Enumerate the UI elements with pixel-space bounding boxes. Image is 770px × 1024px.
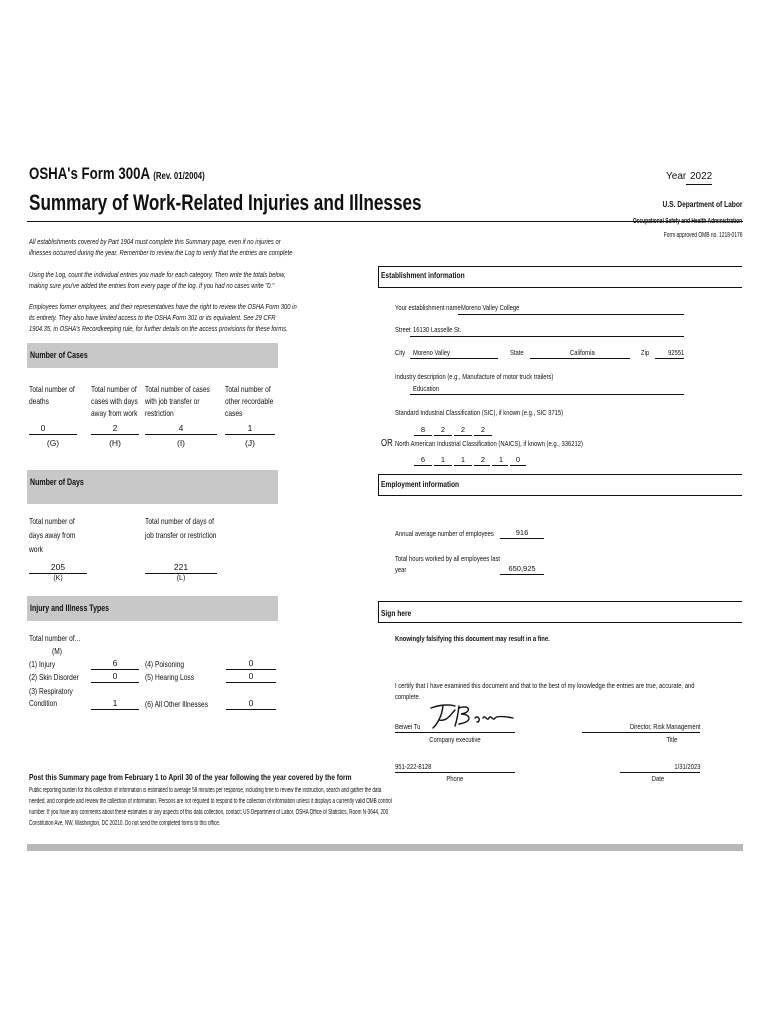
deaths-label: Total number of deaths <box>29 384 75 406</box>
days-transfer-value[interactable]: 221 <box>173 562 189 572</box>
total-hours-value[interactable]: 650,925 <box>508 564 536 573</box>
employment-heading: Employment information <box>381 479 460 489</box>
title-value[interactable]: Director, Risk Management <box>629 722 700 731</box>
form-revision: (Rev. 01/2004) <box>153 171 205 182</box>
executive-caption: Company executive <box>429 735 481 744</box>
deaths-value[interactable]: 0 <box>40 423 46 433</box>
hearing-value[interactable]: 0 <box>248 671 254 681</box>
other-illness-label: (6) All Other Illnesses <box>145 699 209 709</box>
skin-value[interactable]: 0 <box>112 671 118 681</box>
form-subtitle: Summary of Work-Related Injuries and Illnesses <box>29 190 422 215</box>
intro-paragraph-1: All establishments covered by Part 1904 must complete this Summary page, even if no injuries or illnesses occurred during the year. Remember to review the Log to verify that the entries are complete <box>29 237 293 257</box>
cases-header-bar <box>27 343 278 368</box>
executive-name[interactable]: Beiwei Tu <box>395 722 421 731</box>
days-heading: Number of Days <box>30 477 84 487</box>
hearing-label: (5) Hearing Loss <box>145 672 195 682</box>
naics-digit[interactable]: 6 <box>420 455 426 464</box>
transfer-cases-value[interactable]: 4 <box>178 423 184 433</box>
total-hours-label: Total hours worked by all employees last year <box>395 554 501 574</box>
intro-paragraph-3: Employees former employees, and their representatives have the right to review the OSHA Form 300 in its entirety. They also have limited access to the OSHA Form 301 or its equivalent. See 29 CFR 1904.35, in OSHA's Recordkeeping rule, for further details on the access provisions for these forms. <box>29 302 297 333</box>
naics-digit[interactable]: 0 <box>515 455 521 464</box>
away-cases-label: Total number of cases with days away from work <box>91 384 138 418</box>
deaths-code: (G) <box>46 438 60 448</box>
sic-digit[interactable]: 2 <box>480 425 486 434</box>
other-cases-value[interactable]: 1 <box>247 423 253 433</box>
executive-signature <box>425 700 515 730</box>
days-transfer-label: Total number of days of job transfer or restriction <box>145 516 217 540</box>
poisoning-value[interactable]: 0 <box>248 658 254 668</box>
street-label: Street <box>395 325 411 334</box>
form-title <box>29 164 254 184</box>
away-cases-value[interactable]: 2 <box>112 423 118 433</box>
establishment-heading: Establishment information <box>381 270 465 280</box>
types-total-label: Total number of... <box>29 633 81 643</box>
establishment-name-label: Your establishment name <box>395 303 461 312</box>
dept-label: U.S. Department of Labor <box>662 199 742 209</box>
days-away-label: Total number of days away from work <box>29 516 76 554</box>
city-value[interactable]: Moreno Valley <box>413 348 450 357</box>
other-illness-value[interactable]: 0 <box>248 698 254 708</box>
avg-employees-value[interactable]: 916 <box>515 528 529 537</box>
omb-number: Form approved OMB no. 1218-0176 <box>663 232 742 239</box>
skin-label: (2) Skin Disorder <box>29 672 79 682</box>
form-title-text: OSHA's Form 300A <box>29 164 150 183</box>
state-value[interactable]: California <box>570 348 595 357</box>
title-caption: Title <box>666 735 678 744</box>
respiratory-value[interactable]: 1 <box>112 698 118 708</box>
sic-digit[interactable]: 2 <box>460 425 466 434</box>
naics-digit[interactable]: 2 <box>480 455 486 464</box>
types-header-bar <box>27 596 278 621</box>
other-cases-label: Total number of other recordable cases <box>225 384 274 418</box>
zip-value[interactable]: 92551 <box>668 348 685 357</box>
state-label: State <box>510 348 524 357</box>
avg-employees-label: Annual average number of employees <box>395 529 494 538</box>
date-value[interactable]: 1/31/2023 <box>673 762 700 771</box>
types-total-code: (M) <box>52 646 62 656</box>
city-label: City <box>395 348 406 357</box>
falsify-warning: Knowingly falsifying this document may result in a fine. <box>395 634 550 643</box>
post-heading: Post this Summary page from February 1 to April 30 of the year following the year covered by the form <box>29 772 352 782</box>
year-value[interactable]: 2022 <box>690 171 713 182</box>
zip-label: Zip <box>641 348 650 357</box>
naics-digit[interactable]: 1 <box>440 455 446 464</box>
or-label: OR <box>381 438 393 449</box>
injury-value[interactable]: 6 <box>112 658 118 668</box>
industry-value[interactable]: Education <box>413 384 440 393</box>
footer-bar <box>27 844 743 851</box>
types-heading: Injury and Illness Types <box>30 603 110 613</box>
certify-statement: I certify that I have examined this document and that to the best of my knowledge the entries are true, accurate, and complete. <box>395 681 695 701</box>
establishment-name-value[interactable]: Moreno Valley College <box>461 303 520 312</box>
year-label: Year <box>666 171 687 182</box>
days-transfer-code: (L) <box>176 575 186 582</box>
sign-heading: Sign here <box>381 608 412 618</box>
sic-digit[interactable]: 2 <box>440 425 446 434</box>
industry-label: Industry description (e.g., Manufacture of motor truck trailers) <box>395 372 554 381</box>
cases-heading: Number of Cases <box>30 350 88 360</box>
poisoning-label: (4) Poisoning <box>145 659 185 669</box>
naics-digit[interactable]: 1 <box>498 455 504 464</box>
agency-label: Occupational Safety and Health Administration <box>632 218 742 225</box>
phone-caption: Phone <box>446 774 464 783</box>
transfer-cases-code: (I) <box>176 438 186 448</box>
phone-value[interactable]: 951-222-8128 <box>395 762 432 771</box>
transfer-cases-label: Total number of cases with job transfer or restriction <box>145 384 210 418</box>
date-caption: Date <box>651 774 665 783</box>
other-cases-code: (J) <box>245 438 255 448</box>
street-value[interactable]: 16130 Lasselle St. <box>413 325 462 334</box>
naics-label: North American Industrial Classification (NAICS), if known (e.g., 336212) <box>395 439 583 448</box>
away-cases-code: (H) <box>109 438 121 448</box>
respiratory-label: (3) Respiratory Condition <box>29 686 73 708</box>
days-header-bar <box>27 470 278 504</box>
naics-digit[interactable]: 1 <box>460 455 466 464</box>
burden-statement: Public reporting burden for this collection of information is estimated to average 58 minutes per response, including time to review the instruction, search and gather the data needed, and complete and review the collection of information. Persons are not required to respond to the collection of information unless it displays a currently valid OMB control number. If you have any comments about these estimates or any aspects of this data collection, contact: US Department of Labor, OSHA Office of Statistics, Room N-3644, 200 Constitution Ave, NW, Washington, DC 20210. Do not send the completed forms to this office. <box>29 787 392 827</box>
days-away-value[interactable]: 205 <box>50 562 66 572</box>
sic-label: Standard Industrial Classification (SIC), if known (e.g., SIC 3715) <box>395 408 564 417</box>
days-away-code: (K) <box>53 575 63 582</box>
sic-digit[interactable]: 8 <box>420 425 426 434</box>
intro-paragraph-2: Using the Log, count the individual entries you made for each category. Then write the totals below, making sure you've added the entries from every page of the log. If you had no cases write "0." <box>29 270 286 290</box>
injury-label: (1) Injury <box>29 659 56 669</box>
